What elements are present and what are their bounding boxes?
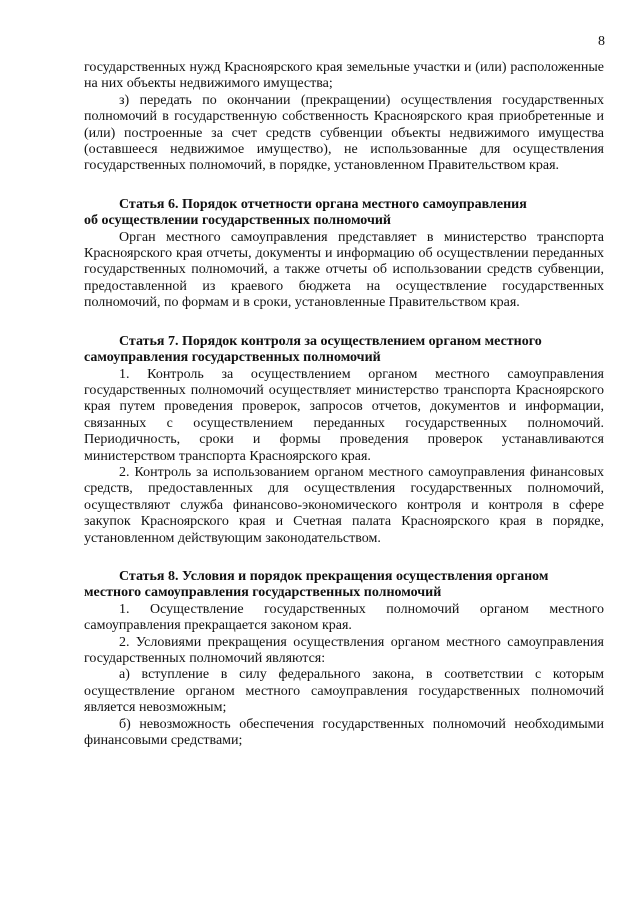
- article-7-heading-line-2: самоуправления государственных полномочий: [84, 350, 381, 366]
- article-8-heading: [84, 569, 604, 602]
- article-7-heading-line-1: Статья 7. Порядок контроля за осуществлением органом местного: [119, 333, 542, 349]
- article-8-heading-line-1: Статья 8. Условия и порядок прекращения осуществления органом: [119, 568, 549, 584]
- article-8-paragraph-4: б) невозможность обеспечения государственных полномочий необходимыми финансовыми средствами;: [84, 716, 604, 749]
- article-6: [84, 197, 604, 312]
- article-8-paragraph-3: а) вступление в силу федерального закона, в соответствии с которым осуществление органом местного самоуправления государственных полномочий является невозможным;: [84, 667, 604, 716]
- document-body: [84, 60, 604, 749]
- article-7-paragraph-2: 2. Контроль за использованием органом местного самоуправления финансовых средств, предоставленных для осуществления государственных полномочий, осуществляют служба финансово-экономического контроля и контроля в сфере закупок Красноярского края и Счетная палата Красноярского края в порядке, установленном действующим законодательством.: [84, 464, 604, 546]
- article-8: [84, 569, 604, 749]
- article-6-heading: [84, 197, 604, 230]
- article-7-paragraph-1: 1. Контроль за осуществлением органом местного самоуправления государственных полномочий осуществляет министерство транспорта Красноярского края путем проведения проверок, запросов отчетов, документов и информации, связанных с осуществлением переданных государственных полномочий. Периодичность, сроки и формы проведения проверок устанавливаются министерством транспорта Красноярского края.: [84, 366, 604, 464]
- article-6-paragraph-1: Орган местного самоуправления представляет в министерство транспорта Красноярского края отчеты, документы и информацию об осуществлении переданных государственных полномочий, а также отчеты об использовании средств субвенции, предоставленной из краевого бюджета на осуществление государственных полномочий, по формам и в сроки, установленные Правительством края.: [84, 229, 604, 311]
- article-6-heading-line-2: об осуществлении государственных полномочий: [84, 213, 391, 229]
- article-8-paragraph-1: 1. Осуществление государственных полномочий органом местного самоуправления прекращается законом края.: [84, 601, 604, 634]
- intro-paragraph-2: з) передать по окончании (прекращении) осуществления государственных полномочий в государственную собственность Красноярского края приобретенные и (или) построенные за счет средств субвенции объекты недвижимого имущества (оставшееся недвижимое имущество), не использованные для осуществления государственных полномочий, в порядке, установленном Правительством края.: [84, 92, 604, 174]
- article-7: [84, 334, 604, 547]
- article-6-heading-line-1: Статья 6. Порядок отчетности органа местного самоуправления: [119, 196, 527, 212]
- article-8-heading-line-2: местного самоуправления государственных полномочий: [84, 585, 442, 601]
- intro-paragraph-1: государственных нужд Красноярского края земельные участки и (или) расположенные на них объекты недвижимого имущества;: [84, 60, 604, 92]
- article-8-paragraph-2: 2. Условиями прекращения осуществления органом местного самоуправления государственных полномочий являются:: [84, 634, 604, 666]
- article-7-heading: [84, 334, 604, 367]
- page-number: 8: [598, 34, 605, 49]
